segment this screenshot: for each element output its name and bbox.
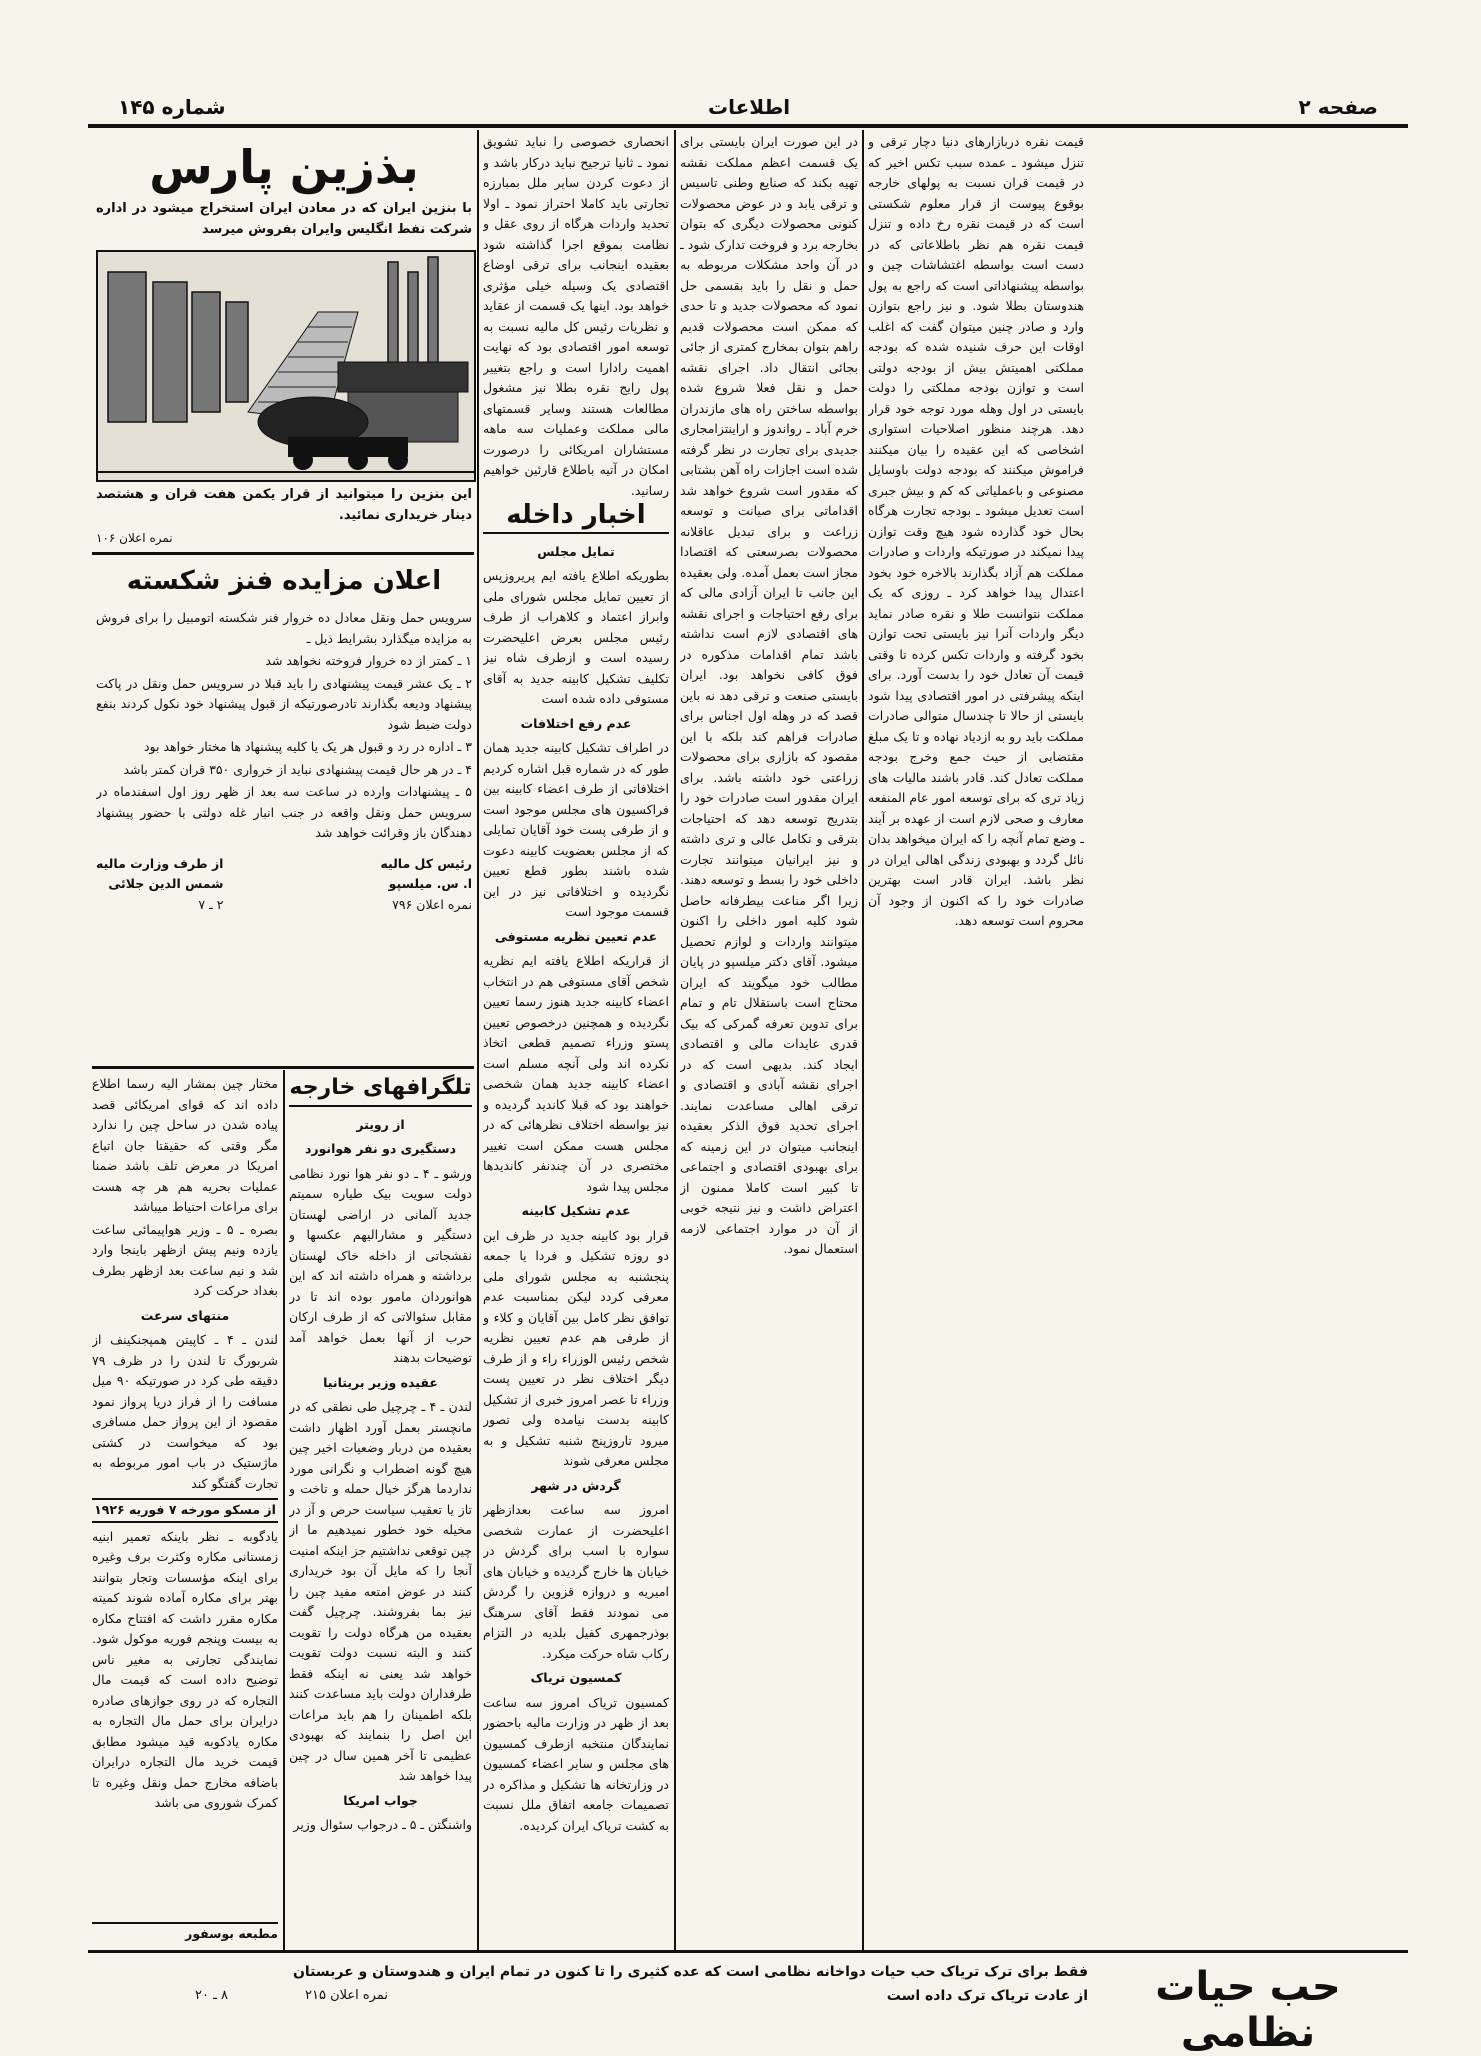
petrol-refinery-illustration xyxy=(96,250,476,482)
moscow-body: یادگوبه ـ نظر باینکه تعمیر ابنیه زمستانی مکاره وکثرت برف وغیره برای اینکه مؤسسات وتجار بتوانند بهتر برای مکاره آماده شوند کمیته مکاره مقرر داشت که افتتاح مکاره به بیست وپنجم فوریه موکول شود. نمایندگی تجارتی به مغیر ناس توضیح داده است که قیمت مال التجاره که در روی جوازهای صادره درایران برای حمل مال التجاره به مکاره یادکوبه قید میشود مطابق قیمت خرید مال التجاره درایران باضافه مخارج حمل ونقل وغیره تا کمرک شوروی می باشد xyxy=(92,1528,278,1810)
signature-title: از طرف وزارت مالیه xyxy=(96,855,224,871)
page-number: صفحه ۲ xyxy=(1298,95,1378,119)
petrol-ad-lead: با بنزین ایران که در معادن ایران استخراج میشود در اداره شرکت نفط انگلیس وایران بفروش میرسد xyxy=(96,201,472,237)
auction-notice-number: نمره اعلان ۷۹۶ xyxy=(392,896,472,912)
section-head: تمایل مجلس xyxy=(537,543,615,559)
domestic-news-title: اخبار داخله xyxy=(483,505,669,534)
moscow-head: از مسکو مورخه ۷ فوریه ۱۹۲۶ xyxy=(92,1498,278,1523)
column-rule xyxy=(862,130,864,1950)
issue-number: شماره ۱۴۵ xyxy=(118,95,226,119)
article-text: قیمت نقره دربازارهای دنیا دچار ترقی و تنزل میشود ـ عمده سبب تکس اخیر که در قیمت قران نسبت به پولهای خارجه بوقوع پیوست از قرار معلوم شکستی است که در قیمت نقره رخ داده و تنزل قیمت نقره هم نظر باطلاعاتی که در دست است بواسطه اغتشاشات چین و بواسطه پیشنهاداتی است که راجع به پول هندوستان بطلا شود. و نیز راجع بتوازن وارد و صادر چنین میتوان گفت که اغلب اوقات این حرف شنیده شده که بودجه مملکتی اهمیتش بیش از بودجه دولتی است و توازن بودجه مملکتی را دولت بایستی در اول وهله مورد توجه خود قرار دهد. هرچند منظور اصلاحیات استواری اشخاصی که این عقیده را بیان میکنند فراموش میکنند که بودجه دولت باوسایل مصنوعی و باعملیاتی که کم و بیش جبری است تعدیل میشود ـ بودجه تجارت هرگاه بحال خود گذارده شود هیچ وقت توازن پیدا نمیکند در صورتیکه واردات و صادرات مملکت هم آزاد بگذارند بالاخره خود بخود اعتدال پیدا خواهد کرد ـ روزی که یک مملکت نتوانست طلا و نقره صادر نماید دیگر واردات آنرا نیز بایستی تحت توازن بخود گرفته و واردات تکس کرده تا وقتی قیمت آن تعادل خود را بدست آورد. برای اینکه پیشرفتی در امور اقتصادی پیدا شود بایستی از حالا تا چندسال متوالی صادرات مملکت باید رو به ازدیاد نهاده و تا یک مبلغ مقتضابی از حیث جمع وخرج بودجه مملکت تعادل کند. قادر باشند مالیات های زیاد تری که برای توسعه امور عام المنفعه معارف و صحی لازم است از عهده بر آیند ـ وضع تمام آنچه را که ایران میخواهد بدان نائل گردد و بهبودی زندگی اهالی ایران در نظر باشد. ایران قادر است بهترین صادرات خود را که اکنون از وجود آن محروم است توسعه دهد. xyxy=(868,134,1084,928)
footer-line-1: فقط برای ترک تریاک حب حیات دواخانه نظامی است که عده کثیری را تا کنون در تمام ایران و هندوستان و عربستان xyxy=(292,1964,1088,1980)
section-body: بطوریکه اطلاع یافته ایم پریروزپس از تعیین تمایل مجلس شورای ملی وابراز اعتماد و کلاهراب از طرف رئیس مجلس بعرض اعلیحضرت رسیده است و ازطرف شاه نیز تکلیف تشکیل کابینه جدید به آقای مستوفی داده شده است xyxy=(483,568,669,706)
footer-ad xyxy=(88,1960,1408,2056)
auction-title: اعلان مزایده فنز شکسته xyxy=(126,566,442,596)
footer-line-2: از عادت تریاک ترک داده است xyxy=(886,1988,1088,2004)
auction-item: ۳ ـ اداره در رد و قبول هر یک یا کلیه پیشنهاد ها مختار خواهد بود xyxy=(143,739,472,754)
section-head: دستگیری دو نفر هوانورد xyxy=(304,1141,457,1156)
auction-item: ۴ ـ در هر حال قیمت پیشنهادی نباید از خرواری ۳۵۰ قران کمتر باشد xyxy=(123,761,472,777)
petrol-ad-title: بذزین پارس xyxy=(149,140,419,194)
petrol-ad-caption: این بنزین را میتوانید از قرار یکمن هفت قران و هشتصد دینار خریداری نمائید. xyxy=(96,487,472,523)
section-body: امروز سه ساعت بعدازظهر اعلیحضرت از عمارت شخصی سواره با اسب برای گردش در خیابان ها خارج گردیده و خیابان های امیریه و دروازه قزوین را گردش می نمودند فقط آقای سرهنگ بوذرجمهری کفیل بلدیه در التزام رکاب شاه حرکت میکرد. xyxy=(483,1502,669,1661)
section-head: عدم تعیین نظریه مستوفی xyxy=(494,928,658,944)
footer-title: حب حیات نظامی xyxy=(1155,1964,1341,2056)
auction-date: ۲ ـ ۷ xyxy=(198,896,224,912)
foreign-telegrams xyxy=(289,1074,472,1947)
auction-item: ۵ ـ پیشنهادات وارده در ساعت سه بعد از ظهر روز اول اسفندماه در سرویس حمل ونقل واقعه در جنب انبار غله دولتی با حضور پیشنهاد دهندگان باز وقرائت خواهد شد xyxy=(96,784,472,840)
section-head: عدم رفع اختلافات xyxy=(520,715,632,731)
press-name: مطبعه بوسفور xyxy=(92,1922,278,1948)
page-header xyxy=(88,95,1408,119)
signature-name: ا. س. میلسپو xyxy=(388,876,472,891)
section-body: قرار بود کابینه جدید در ظرف این دو روزه تشکیل و فردا یا جمعه پنجشنبه به مجلس شورای ملی معرفی کردد لیکن بمناسبت عدم توافق نظر کامل بین آقایان و کلاء و از طرفی هم عدم تعیین نظریه شخص رئیس الوزراء راء و از طرف دیگر اختلاف نظر در تعیین پست وزراء تا عصر امروز خبری از تشکیل کابینه بدست نیامده ولی تصور میرود تاروزپنج شنبه تشکیل و به مجلس معرفی شوند xyxy=(483,1227,669,1468)
section-head: منتهای سرعت xyxy=(140,1307,230,1323)
telegrams-source: از رویتر xyxy=(356,1116,405,1132)
column-misc xyxy=(92,1074,278,1947)
auction-notice xyxy=(96,562,472,1062)
section-head: جواب امریکا xyxy=(343,1792,418,1808)
paper-name: اطلاعات xyxy=(708,95,791,119)
section-rule xyxy=(92,552,474,555)
footer-notice: نمره اعلان ۲۱۵ xyxy=(304,1988,388,2003)
section-head: عقیده وزیر بریتانیا xyxy=(323,1374,438,1390)
article-text: مختار چین بمشار الیه رسما اطلاع داده اند که قوای امریکائی قصد پیاده شدن در ساحل چین را ندارد مگر وقتی که حقیقتا جان اتباع امریکا در معرض تلف باشد ضمنا عملیات بحریه هم هر چه هست برای مراعات احتیاط میباشد xyxy=(92,1076,278,1214)
flight-text: بصره ـ ۵ ـ وزیر هواپیمائی ساعت یازده ونیم پیش ازظهر باینجا وارد شد و نیم ساعت بعد ازظهر بطرف بغداد حرکت کرد xyxy=(92,1221,278,1298)
column-rule xyxy=(477,130,479,1950)
section-body: لندن ـ ۴ ـ کاپیتن همپجنکینف از شربورگ تا لندن را در ظرف ۷۹ دقیقه طی کرد در صورتیکه ۹۰ میل مسافت را از فراز دریا پرواز نمود مقصود از این پرواز حمل مسافری بود که میخواست در کشتی ماژستیک در باب امور مربوطه به تجارت گفتگو کند xyxy=(92,1332,278,1491)
column-rule xyxy=(674,130,676,1950)
header-rule xyxy=(88,124,1408,128)
auction-item: ۱ ـ کمتر از ده خروار فروخته نخواهد شد xyxy=(265,653,472,668)
article-text: انحصاری خصوصی را نباید تشویق نمود ـ ثانیا ترجیح نباید درکار باشد و از دعوت کردن سایر ملل بمبارزه تجارتی باید کاملا احتراز نمود ـ اولا تحدید واردات هرگاه از روی عقل و نظامت بموقع اجرا گذاشته شود بعقیده اینجانب برای ترقی اوضاع اقتصادی یک وسیله خیلی مؤثری خواهد بود. اینها یک قسمت از عقاید و نظریات رئیس کل مالیه نسبت به توسعه امور اقتصادی بود که نهایت اهمیت رادارا است و راجع بتغییر پول رایج نقره بطلا نیز مشغول مطالعات هستند وسایر قسمتهای مالی مملکت وعملیات سه ماهه مستشاران امریکائی را درصورت امکان در آتیه باطلاع قارئین خواهیم رسانید. xyxy=(483,134,669,498)
section-body: کمسیون تریاک امروز سه ساعت بعد از ظهر در وزارت مالیه باحضور نمایندگان منتخبه ازطرف کمسیون های مجلس و سایر اعضاء کمسیون در وزارتخانه ها تشکیل و مذاکره در تصمیمات جامعه اتفاق ملل نسبت به کشت تریاک ایران کردیده. xyxy=(483,1694,669,1833)
column-domestic xyxy=(483,132,669,1947)
section-body: از قراریکه اطلاع یافته ایم نظریه شخص آقای مستوفی هم در انتخاب اعضاء کابینه جدید هنوز رسما تعیین نگردیده و همچنین درخصوص تعیین پستو وزراء تصمیم قطعی اتخاذ نکرده اند ولی آنچه مسلم است اعضاء کابینه جدید همان شخصی خواهند بود که قبلا کاندید گردیده و نیز بواسطه اختلاف نظرهائی که در مجلس هست ممکن است تغییر مختصری در آن چندنفر کاندیدها مجلس پیدا شود xyxy=(483,953,669,1194)
section-body: لندن ـ ۴ ـ چرچیل طی نطقی که در مانچستر بعمل آورد اظهار داشت بعقیده من دربار وضعیات اخیر چین هیچ گونه اضطراب و نگرانی مورد نداردما هرگز خیال حمله و تاخت و تاز یا تعقیب سیاست حرص و آز در مخیله خود خطور نمیدهیم ما از چین توقعی نداشتیم جز اینکه امنیت آنجا را که مایل آن بود خریداری کنند در عوض امتعه مفید چین را نیز بما بفروشند. چرچیل گفت بعقیده من هرگاه دولت را تقویت کنند و البته نسبت دولت تقویت خواهد شد یعنی نه اینکه فقط طرفداران دولت باید مساعدت کنند بلکه اطمینان را هم باید مراعات این اصل را بنمایند که بهبودی عظیمی تا آخر همین سال در چین پیدا خواهد شد xyxy=(289,1399,472,1783)
telegrams-title: تلگرافهای خارجه xyxy=(289,1078,472,1107)
column-rule xyxy=(283,1070,285,1950)
footer-date: ۸ ـ ۲۰ xyxy=(194,1988,228,2003)
section-head: عدم تشکیل کابینه xyxy=(521,1203,631,1218)
section-head: گردش در شهر xyxy=(531,1477,621,1493)
petrol-ad-notice: نمره اعلان ۱۰۶ xyxy=(96,531,173,545)
footer-rule xyxy=(88,1950,1408,1953)
refinery-drawing xyxy=(98,252,474,480)
column-currency xyxy=(868,132,1084,1947)
auction-item: ۲ ـ یک عشر قیمت پیشنهادی را باید قبلا در سرویس حمل ونقل در پاکت پیشنهاد ودیعه بگذارند تادرصورتیکه از قبول پیشنهاد خود نکول کردند بنفع دولت ضبط شود xyxy=(96,675,472,732)
section-body: واشنگتن ـ ۵ ـ درجواب سئوال وزیر xyxy=(293,1817,472,1832)
section-body: ورشو ـ ۴ ـ دو نفر هوا نورد نظامی دولت سویت بیک طیاره سمیتم جدید آلمانی در اراضی لهستان دستگیر و مشارالیهم عکسها و نقشجاتی از داخله خاک لهستان برداشته و همراه داشته اند که این هوانوردان مامور بوده اند تا در مقابل سئوالاتی که از طرف ارکان حرب از آنها بعمل خواهد آمد توضیحات بدهند xyxy=(289,1165,472,1365)
section-rule xyxy=(92,1066,474,1069)
article-text: در این صورت ایران بایستی برای یک قسمت اعظم مملکت نقشه تهیه بکند که صنایع وطنی تاسیس و ترقی یابد و در عوض محصولات کنونی محصولات دیگری که بتوان بخارجه برد و فروخت تدارک شود ـ در آن واحد مشکلات مربوطه به حمل و نقل را باید بقسمی حل نمود که محصولات جدید و تا حدی که ممکن است محصولات قدیم راهم بتوان بمخارج کمتری از جائی بجائی انتقال داد. اجرای نقشه حمل و نقل فعلا شروع شده بواسطه ساختن راه های مازندران خرم آباد ـ رواندوز و اراینتزامجاری جدیدی برای تجارت در نظر گرفته شده است اجازات راه آهن بشتابی که مقدور است شروع خواهد شد اقداماتی برای صیانت و توسعه زراعت و برای تبدیل عاقلانه محصولات بصرسعتی که اقتصادا مجاز است بعمل آمده. ولی بعقیده این جانب تا ایران آزادی مالی که برای رفع احتیاجات و اجرای نقشه های اقتصادی لازم است نداشته باشد تمام اقدامات مذکوره در فوق کافی نخواهد بود. ایران بایستی صنعت و ترقی دهد نه باین قصد که در وهله اول اجناس برای صادرات فراهم کند بلکه با این مقصود که بازاری برای محصولات زراعتی خود داشته باشد. برای ایران مقدور است صادرات خود را بتدریج توسعه دهد که احتیاجات بترقی و تکامل عالی و تری داشته و نیز ایرانیان میتوانند تجارت داخلی خود را بسط و توسعه دهند. زیرا اگر مناعت بیطرفانه حاصل شود کلیه امور داخلی را اکنون میتوانند واردات و لوازم تحصیل میشود. آقای دکتر میلسپو در پایان مطالب خود میگویند که ایران محتاج است باستقلال تام و تمام برای تدوین تعرفه گمرکی که بیک قدری عایدات مالی و اقتصادی ایجاد کند. بدیهی است که در اجرای نقشه آبادی و اقتصادی و ترقی اهالی مساعدت نمایند. اجرای تحدید فوق الذکر بعقیده اینجانب میتوان در این زمینه که برای بهبودی اقتصادی و اجتماعی تا کبیر است کاملا ممنون از اعتراض داشت و نیز نتیجه خوبی از آن در موارد اجتماعی لازمه استعمال نمود. xyxy=(680,134,858,1256)
auction-intro: سرویس حمل ونقل معادل ده خروار فنر شکسته اتومبیل را برای فروش به مزایده میگذارد بشرایط ذیل ـ xyxy=(96,610,472,646)
signature-name: شمس الدین جلائی xyxy=(108,876,224,891)
signature-title: رئیس کل مالیه xyxy=(380,855,472,871)
column-economy xyxy=(680,132,858,1947)
section-head: کمسیون تریاک xyxy=(530,1670,622,1685)
section-body: در اطراف تشکیل کابینه جدید همان طور که در شماره قبل اشاره کردیم اختلافاتی از طرف اعضاء کابینه بین فراکسیون های مجلس موجود است و از طرفی پست خود آقایان تمایلی که از مجلس بعضویت کابینه دعوت شده باشند بطور قطع تعیین نگردیده و اختلافاتی نیز در این قسمت موجود است xyxy=(483,740,669,919)
